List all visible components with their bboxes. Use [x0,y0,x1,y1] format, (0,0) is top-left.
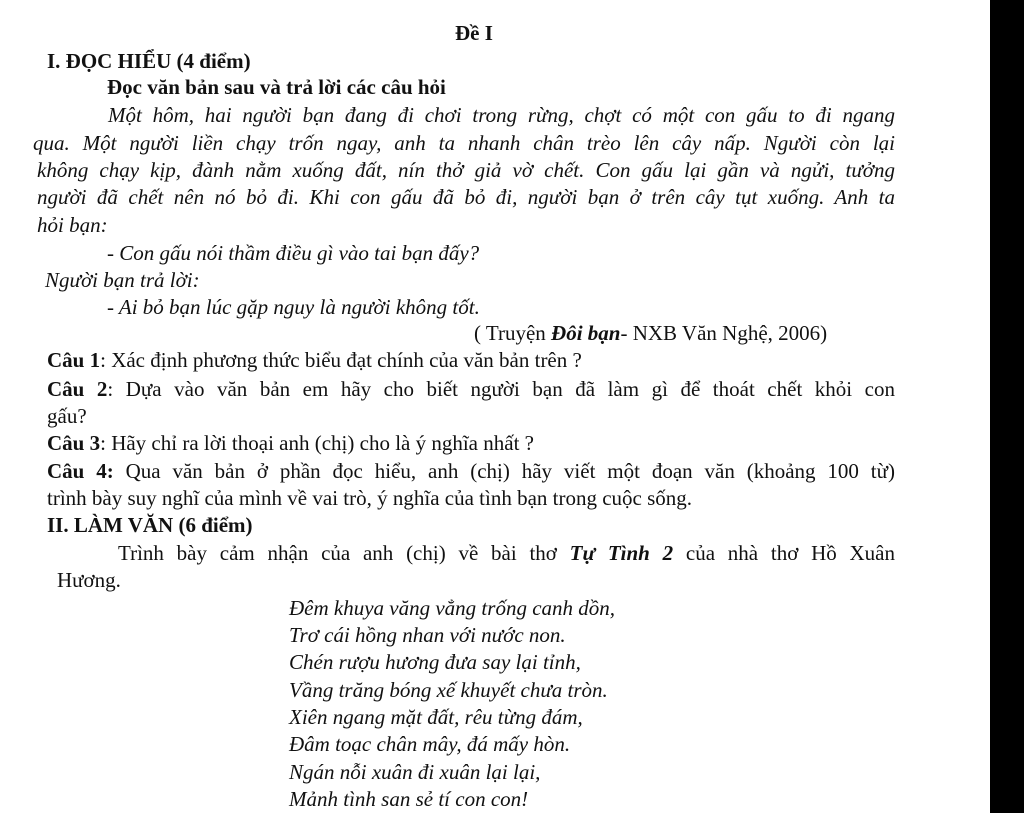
dialogue-answer: - Ai bỏ bạn lúc gặp nguy là người không tốt. [107,295,480,319]
passage-line: không chạy kịp, đành nằm xuống đất, nín thở giả vờ chết. Con gấu lại gần và ngửi, tưởng [37,158,895,182]
poem-line: Ngán nỗi xuân đi xuân lại lại, [289,760,541,784]
question-text: : Hãy chỉ ra lời thoại anh (chị) cho là ý nghĩa nhất ? [100,431,534,455]
poem-line: Mảnh tình san sẻ tí con con! [289,787,529,811]
question-label: Câu 2 [47,377,108,401]
prompt-text: của nhà thơ Hồ Xuân [673,541,895,565]
question-text: Qua văn bản ở phần đọc hiểu, anh (chị) hãy viết một đoạn văn (khoảng 100 từ) [113,459,895,483]
prompt-text: Trình bày cảm nhận của anh (chị) về bài thơ [118,541,570,565]
poem-line: Trơ cái hồng nhan với nước non. [289,623,566,647]
section-2-heading: II. LÀM VĂN (6 điểm) [47,513,253,537]
poem-title: Tự Tình 2 [569,541,674,565]
dialogue-question: - Con gấu nói thầm điều gì vào tai bạn đấy? [107,241,480,265]
poem-line: Đêm khuya văng vẳng trống canh dồn, [289,596,616,620]
source-prefix: ( Truyện [474,321,552,345]
question-label: Câu 4: [47,459,114,483]
question-2-continuation: gấu? [47,404,87,428]
essay-prompt-continuation: Hương. [57,568,121,592]
question-1 [47,347,582,373]
source-citation [474,320,827,346]
poem-line: Xiên ngang mặt đất, rêu từng đám, [289,705,583,729]
reply-intro: Người bạn trả lời: [45,268,200,292]
poem-line: Đâm toạc chân mây, đá mấy hòn. [289,732,571,756]
source-story-title: Đôi bạn [551,321,621,345]
right-edge-bar [990,0,1024,813]
passage-line: Một hôm, hai người bạn đang đi chơi trong rừng, chợt có một con gấu to đi ngang [108,103,895,127]
question-4-continuation: trình bày suy nghĩ của mình về vai trò, ý nghĩa của tình bạn trong cuộc sống. [47,486,693,510]
reading-instruction: Đọc văn bản sau và trả lời các câu hỏi [107,75,446,99]
question-label: Câu 1 [47,348,101,372]
section-1-heading: I. ĐỌC HIỂU (4 điểm) [47,49,251,73]
question-2 [47,376,895,402]
question-label: Câu 3 [47,431,101,455]
passage-line: người đã chết nên nó bỏ đi. Khi con gấu đã bỏ đi, người bạn ở trên cây tụt xuống. Anh ta [37,185,895,209]
exam-title: Đề I [455,21,493,45]
question-4 [47,458,895,484]
passage-line: qua. Một người liền chạy trốn ngay, anh ta nhanh chân trèo lên cây nấp. Người còn lại [33,131,895,155]
poem-line: Chén rượu hương đưa say lại tỉnh, [289,650,581,674]
question-text: : Dựa vào văn bản em hãy cho biết người bạn đã làm gì để thoát chết khỏi con [107,377,895,401]
source-suffix: - NXB Văn Nghệ, 2006) [620,321,828,345]
passage-line: hỏi bạn: [37,213,108,237]
poem-line: Vầng trăng bóng xế khuyết chưa tròn. [289,678,608,702]
question-3 [47,430,534,456]
essay-prompt [118,540,895,566]
question-text: : Xác định phương thức biểu đạt chính của văn bản trên ? [100,348,582,372]
